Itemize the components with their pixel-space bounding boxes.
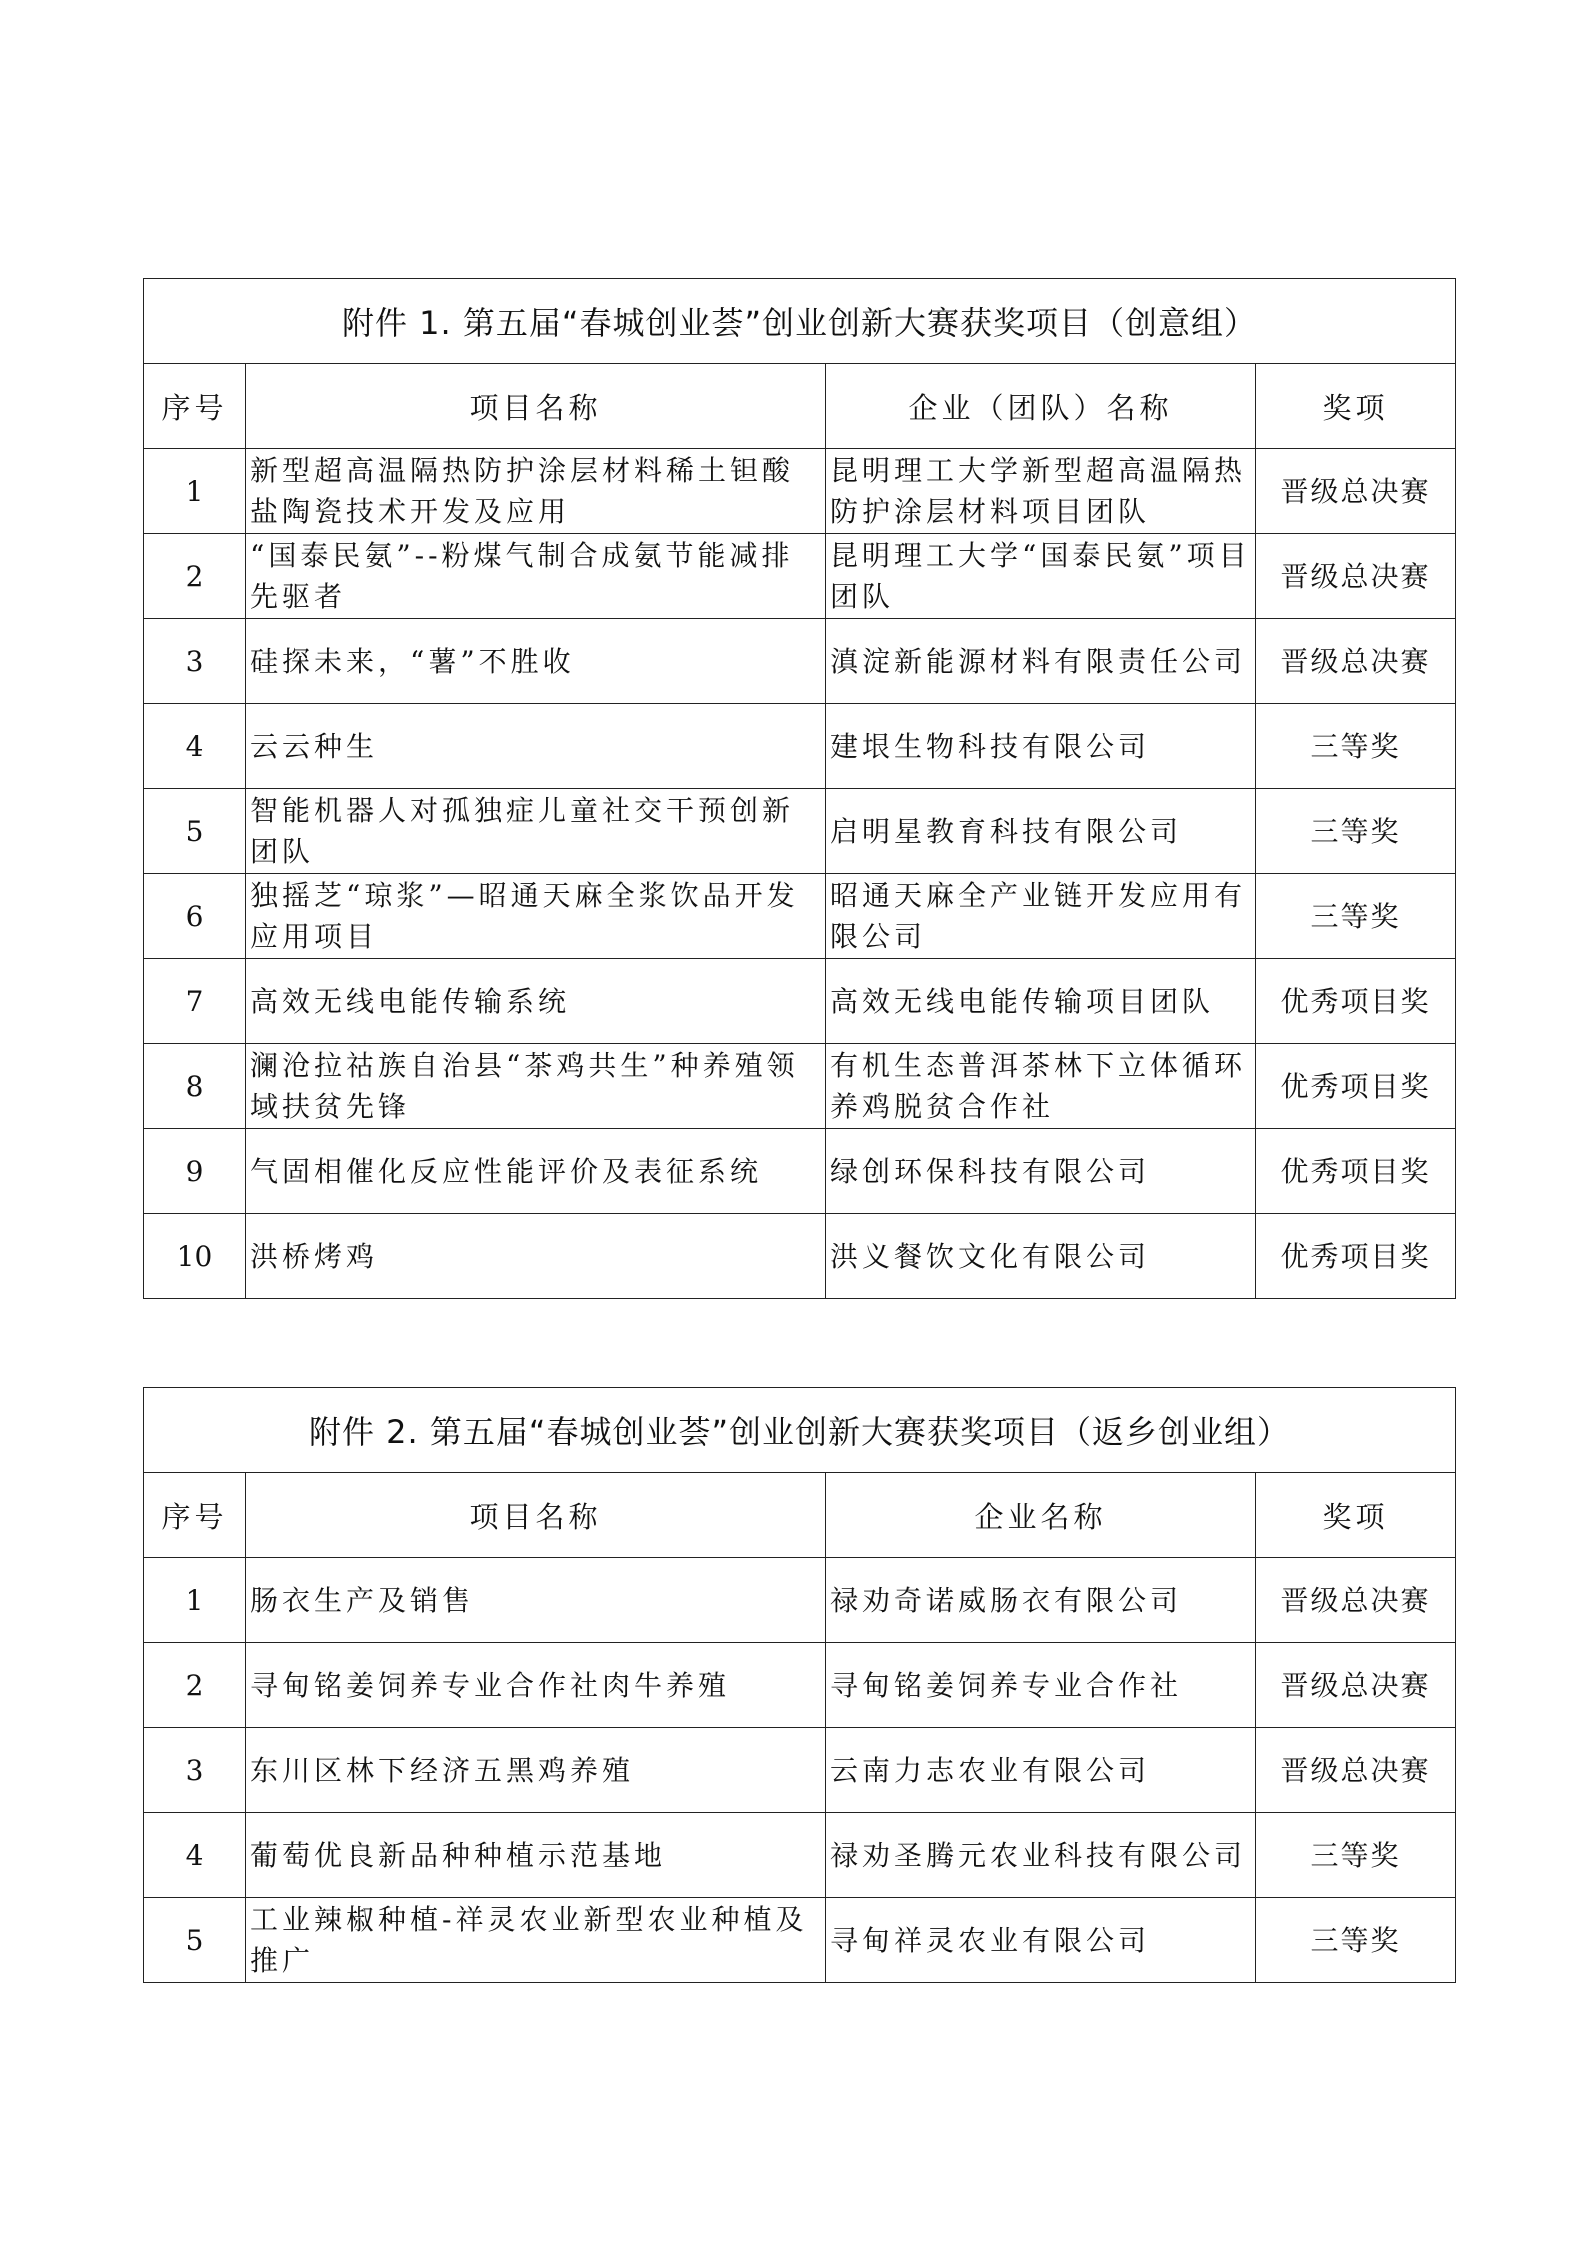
header-award: 奖项 [1256,364,1456,449]
award-name: 晋级总决赛 [1256,534,1456,619]
row-number: 4 [144,1813,246,1898]
header-project: 项目名称 [246,364,826,449]
table-row [144,874,1456,959]
table-row [144,1728,1456,1813]
table-row [144,1129,1456,1214]
award-name: 晋级总决赛 [1256,1728,1456,1813]
table-title: 附件 1. 第五届“春城创业荟”创业创新大赛获奖项目（创意组） [144,279,1456,364]
row-number: 6 [144,874,246,959]
row-number: 10 [144,1214,246,1299]
award-table-returning [143,1387,1456,1983]
company-name: 建垠生物科技有限公司 [826,704,1256,789]
project-name: “国泰民氨”--粉煤气制合成氨节能减排先驱者 [246,534,826,619]
award-name: 优秀项目奖 [1256,1044,1456,1129]
award-name: 优秀项目奖 [1256,959,1456,1044]
company-name: 昆明理工大学新型超高温隔热防护涂层材料项目团队 [826,449,1256,534]
award-name: 优秀项目奖 [1256,1214,1456,1299]
header-award: 奖项 [1256,1473,1456,1558]
row-number: 1 [144,1558,246,1643]
company-name: 寻甸铭姜饲养专业合作社 [826,1643,1256,1728]
table-row [144,704,1456,789]
header-company: 企业（团队）名称 [826,364,1256,449]
header-no: 序号 [144,1473,246,1558]
row-number: 3 [144,619,246,704]
row-number: 8 [144,1044,246,1129]
project-name: 东川区林下经济五黑鸡养殖 [246,1728,826,1813]
project-name: 高效无线电能传输系统 [246,959,826,1044]
award-name: 三等奖 [1256,789,1456,874]
company-name: 禄劝奇诺威肠衣有限公司 [826,1558,1256,1643]
project-name: 洪桥烤鸡 [246,1214,826,1299]
company-name: 昆明理工大学“国泰民氨”项目团队 [826,534,1256,619]
table-row [144,1214,1456,1299]
award-name: 三等奖 [1256,874,1456,959]
project-name: 肠衣生产及销售 [246,1558,826,1643]
row-number: 1 [144,449,246,534]
award-name: 晋级总决赛 [1256,1558,1456,1643]
row-number: 2 [144,534,246,619]
row-number: 4 [144,704,246,789]
project-name: 澜沧拉祜族自治县“茶鸡共生”种养殖领域扶贫先锋 [246,1044,826,1129]
row-number: 3 [144,1728,246,1813]
company-name: 禄劝圣腾元农业科技有限公司 [826,1813,1256,1898]
company-name: 滇淀新能源材料有限责任公司 [826,619,1256,704]
row-number: 5 [144,1898,246,1983]
header-company: 企业名称 [826,1473,1256,1558]
table-row [144,619,1456,704]
table-row [144,1643,1456,1728]
award-name: 三等奖 [1256,704,1456,789]
award-name: 三等奖 [1256,1813,1456,1898]
header-project: 项目名称 [246,1473,826,1558]
award-name: 晋级总决赛 [1256,619,1456,704]
company-name: 昭通天麻全产业链开发应用有限公司 [826,874,1256,959]
table-row [144,1813,1456,1898]
company-name: 启明星教育科技有限公司 [826,789,1256,874]
row-number: 2 [144,1643,246,1728]
project-name: 云云种生 [246,704,826,789]
project-name: 独摇芝“琼浆”—昭通天麻全浆饮品开发应用项目 [246,874,826,959]
table-row [144,959,1456,1044]
project-name: 新型超高温隔热防护涂层材料稀土钽酸盐陶瓷技术开发及应用 [246,449,826,534]
table-row [144,1044,1456,1129]
award-table-creative [143,278,1456,1299]
table-title: 附件 2. 第五届“春城创业荟”创业创新大赛获奖项目（返乡创业组） [144,1388,1456,1473]
row-number: 7 [144,959,246,1044]
project-name: 硅探未来，“薯”不胜收 [246,619,826,704]
company-name: 寻甸祥灵农业有限公司 [826,1898,1256,1983]
project-name: 智能机器人对孤独症儿童社交干预创新团队 [246,789,826,874]
award-name: 晋级总决赛 [1256,449,1456,534]
company-name: 云南力志农业有限公司 [826,1728,1256,1813]
table-row [144,1558,1456,1643]
table-row [144,534,1456,619]
project-name: 葡萄优良新品种种植示范基地 [246,1813,826,1898]
project-name: 寻甸铭姜饲养专业合作社肉牛养殖 [246,1643,826,1728]
project-name: 工业辣椒种植-祥灵农业新型农业种植及推广 [246,1898,826,1983]
table-row [144,789,1456,874]
company-name: 有机生态普洱茶林下立体循环养鸡脱贫合作社 [826,1044,1256,1129]
award-name: 三等奖 [1256,1898,1456,1983]
row-number: 9 [144,1129,246,1214]
award-name: 优秀项目奖 [1256,1129,1456,1214]
company-name: 洪义餐饮文化有限公司 [826,1214,1256,1299]
row-number: 5 [144,789,246,874]
project-name: 气固相催化反应性能评价及表征系统 [246,1129,826,1214]
table-row [144,449,1456,534]
company-name: 高效无线电能传输项目团队 [826,959,1256,1044]
header-no: 序号 [144,364,246,449]
table-row [144,1898,1456,1983]
award-name: 晋级总决赛 [1256,1643,1456,1728]
company-name: 绿创环保科技有限公司 [826,1129,1256,1214]
